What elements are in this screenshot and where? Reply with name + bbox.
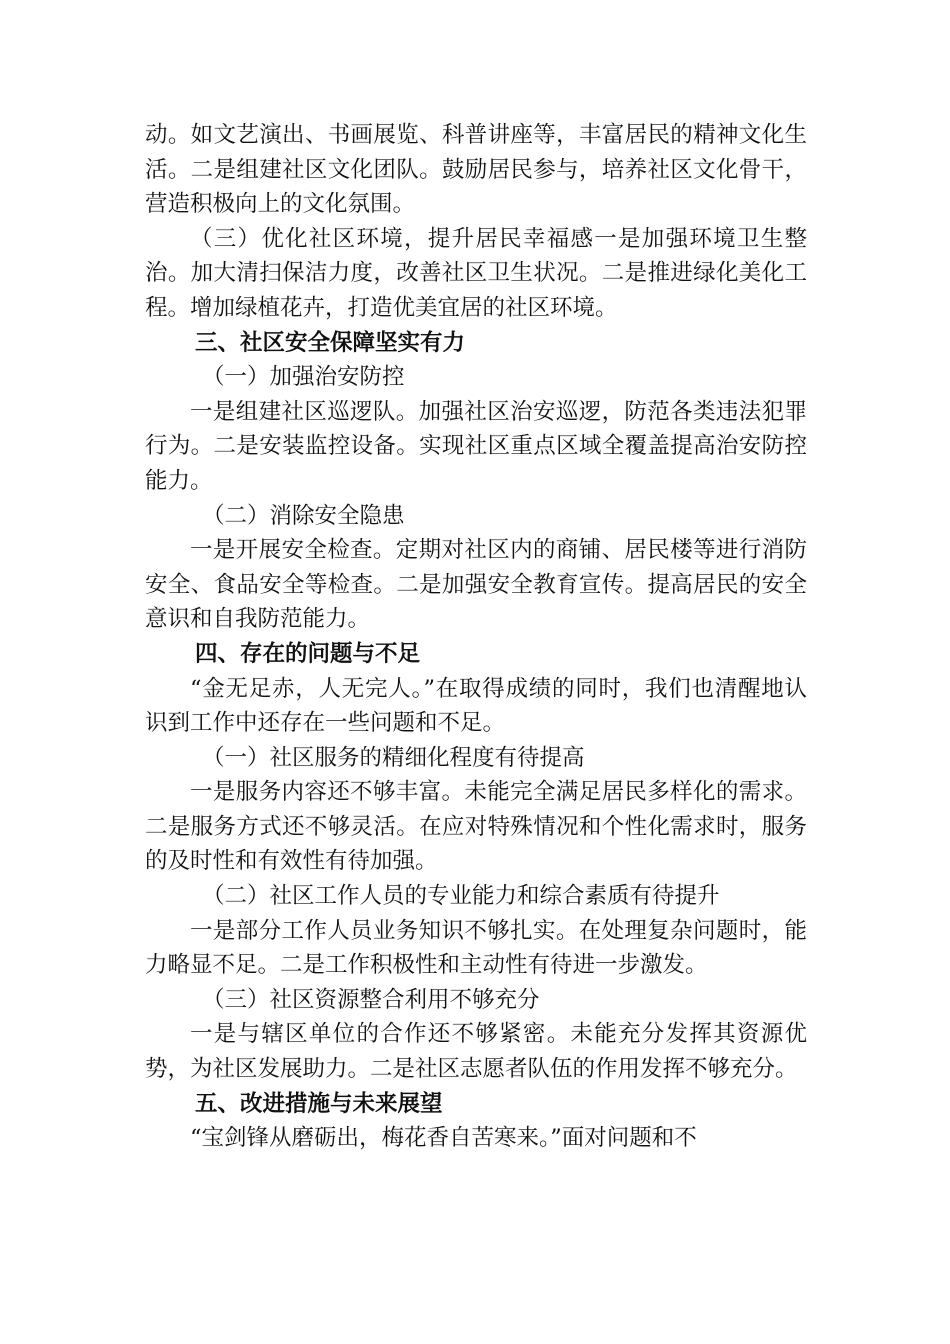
section-heading-improvement: 五、改进措施与未来展望	[195, 1090, 443, 1117]
paragraph-improvement-intro: “宝剑锋从磨砺出，梅花香自苦寒来。”面对问题和不	[190, 1125, 697, 1152]
section-heading-problems: 四、存在的问题与不足	[195, 640, 421, 667]
paragraph-problems-intro: “金无足赤，人无完人。”在取得成绩的同时，我们也清醒地认识到工作中还存在一些问题和不足。	[145, 675, 807, 737]
subheading-service-refinement: （一）社区服务的精细化程度有待提高	[202, 744, 585, 771]
subheading-staff-ability: （二）社区工作人员的专业能力和综合素质有待提升	[202, 883, 720, 910]
paragraph-resources: 一是与辖区单位的合作还不够紧密。未能充分发挥其资源优势，为社区发展助力。二是社区志愿者队伍的作用发挥不够充分。	[145, 1021, 807, 1083]
subheading-security-control: （一）加强治安防控	[202, 364, 405, 391]
paragraph-inspection: 一是开展安全检查。定期对社区内的商铺、居民楼等进行消防安全、食品安全等检查。二是加强安全教育宣传。提高居民的安全意识和自我防范能力。	[145, 537, 807, 633]
paragraph-patrol: 一是组建社区巡逻队。加强社区治安巡逻，防范各类违法犯罪行为。二是安装监控设备。实现社区重点区域全覆盖提高治安防控能力。	[145, 398, 807, 494]
subheading-resources: （三）社区资源整合利用不够充分	[202, 986, 540, 1013]
paragraph-continuation: 动。如文艺演出、书画展览、科普讲座等，丰富居民的精神文化生活。二是组建社区文化团队。鼓励居民参与，培养社区文化骨干，营造积极向上的文化氛围。	[145, 122, 807, 218]
paragraph-environment: （三）优化社区环境，提升居民幸福感一是加强环境卫生整治。加大清扫保洁力度，改善社区卫生状况。二是推进绿化美化工程。增加绿植花卉，打造优美宜居的社区环境。	[145, 225, 807, 321]
paragraph-staff: 一是部分工作人员业务知识不够扎实。在处理复杂问题时，能力略显不足。二是工作积极性和主动性有待进一步激发。	[145, 917, 807, 979]
document-page	[145, 118, 807, 1156]
subheading-hazards: （二）消除安全隐患	[202, 502, 405, 529]
section-heading-security: 三、社区安全保障坚实有力	[195, 329, 466, 356]
paragraph-service: 一是服务内容还不够丰富。未能完全满足居民多样化的需求。二是服务方式还不够灵活。在应对特殊情况和个性化需求时，服务的及时性和有效性有待加强。	[145, 779, 807, 875]
